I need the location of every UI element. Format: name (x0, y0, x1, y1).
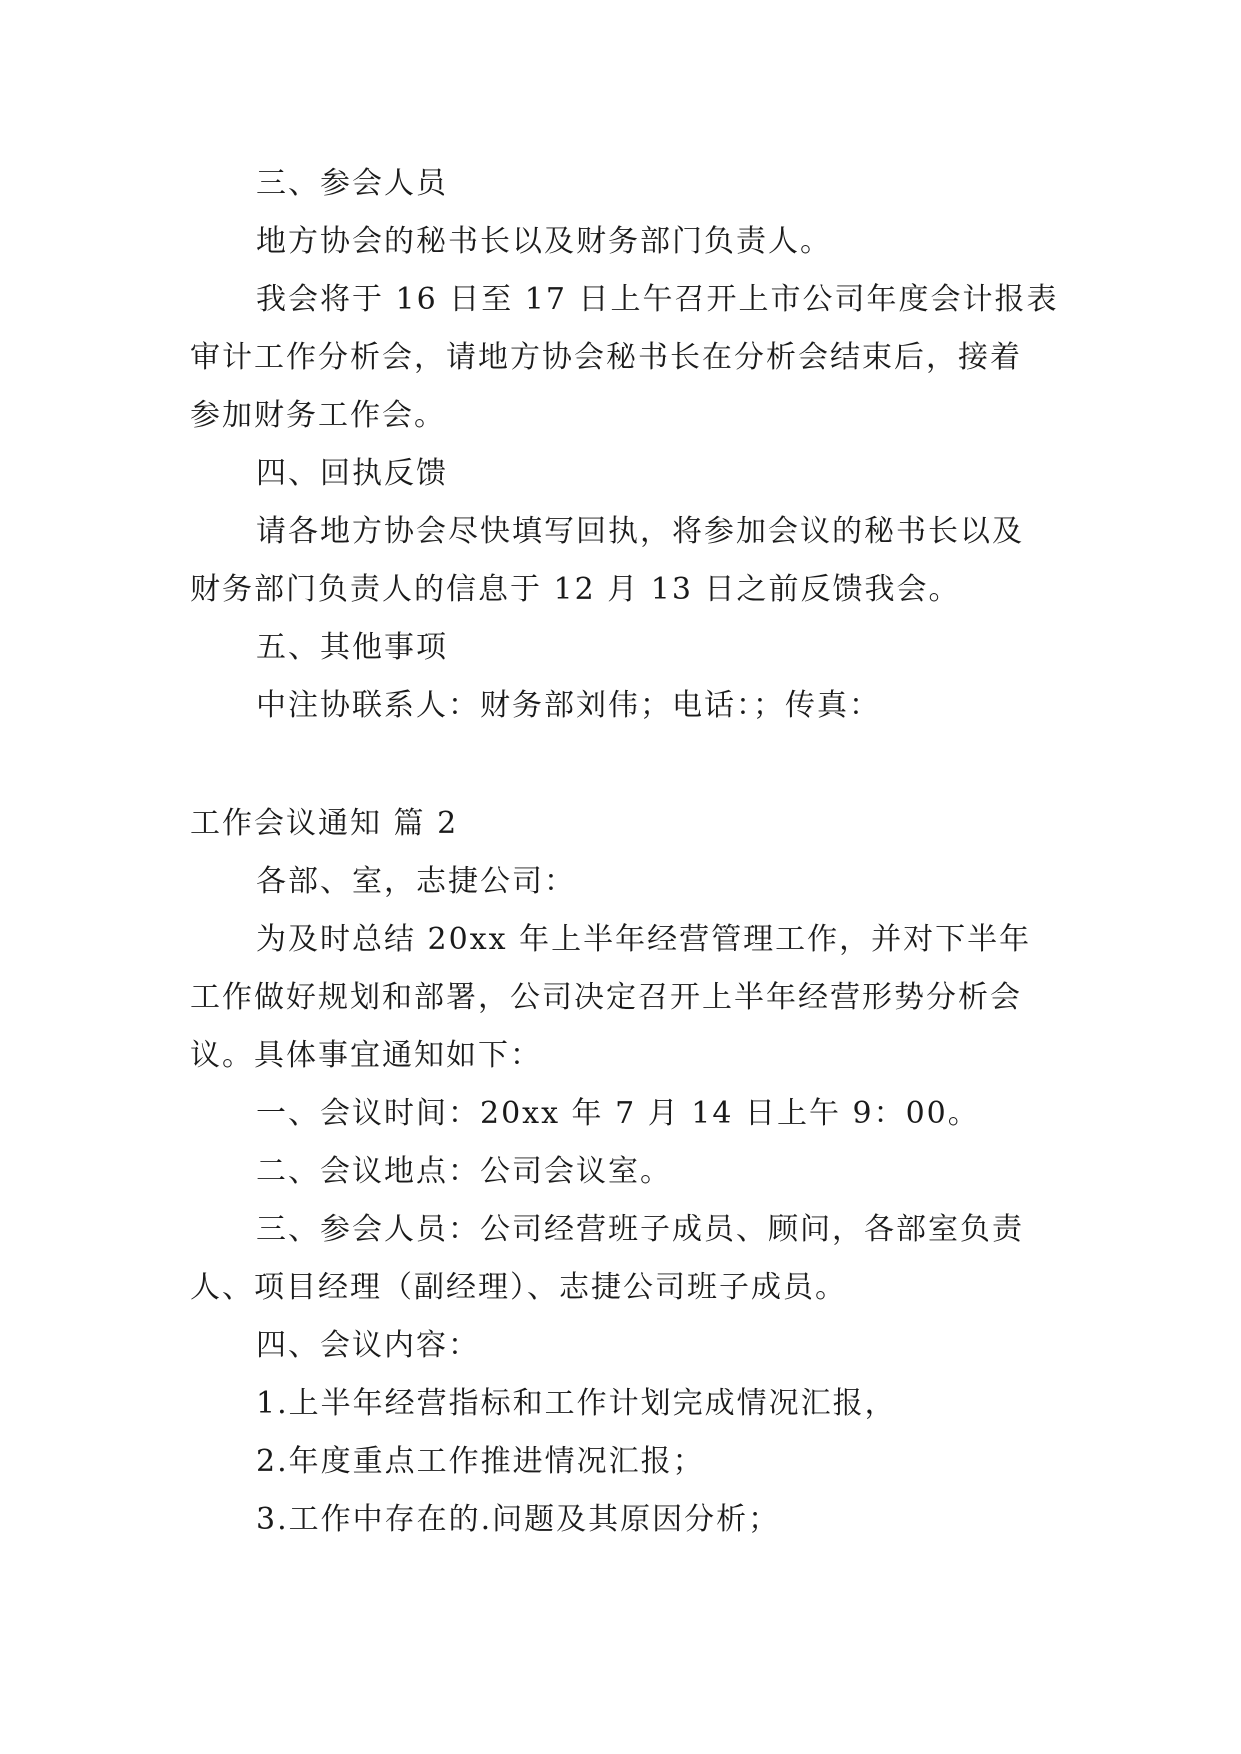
participants-note-line-3: 参加财务工作会。 (190, 398, 446, 433)
other-matters-heading: 五、其他事项 (256, 630, 448, 665)
intro-line-2: 工作做好规划和部署，公司决定召开上半年经营形势分析会 (190, 980, 1022, 1015)
section-title: 工作会议通知 篇 2 (190, 806, 459, 841)
attendees-line-1: 三、参会人员：公司经营班子成员、顾问，各部室负责 (256, 1212, 1024, 1247)
content-item-2: 2.年度重点工作推进情况汇报； (256, 1444, 705, 1479)
intro-line-3: 议。具体事宜通知如下： (190, 1038, 542, 1073)
participants-heading: 三、参会人员 (256, 166, 448, 201)
participants-note-line-1: 我会将于 16 日至 17 日上午召开上市公司年度会计报表 (256, 282, 1059, 317)
content-item-3: 3.工作中存在的.问题及其原因分析； (256, 1502, 781, 1537)
feedback-heading: 四、回执反馈 (256, 456, 448, 491)
salutation: 各部、室，志捷公司： (256, 864, 576, 899)
intro-line-1: 为及时总结 20xx 年上半年经营管理工作，并对下半年 (256, 922, 1032, 957)
meeting-time: 一、会议时间：20xx 年 7 月 14 日上午 9：00。 (256, 1096, 980, 1131)
feedback-line-2: 财务部门负责人的信息于 12 月 13 日之前反馈我会。 (190, 572, 961, 607)
content-item-1: 1.上半年经营指标和工作计划完成情况汇报， (256, 1386, 897, 1421)
attendees-line-2: 人、项目经理（副经理）、志捷公司班子成员。 (190, 1270, 847, 1305)
contact-line: 中注协联系人：财务部刘伟；电话：；传真： (256, 688, 881, 723)
participants-text: 地方协会的秘书长以及财务部门负责人。 (256, 224, 832, 259)
content-heading: 四、会议内容： (256, 1328, 480, 1363)
participants-note-line-2: 审计工作分析会，请地方协会秘书长在分析会结束后，接着 (190, 340, 1022, 375)
meeting-location: 二、会议地点：公司会议室。 (256, 1154, 672, 1189)
feedback-line-1: 请各地方协会尽快填写回执，将参加会议的秘书长以及 (256, 514, 1024, 549)
